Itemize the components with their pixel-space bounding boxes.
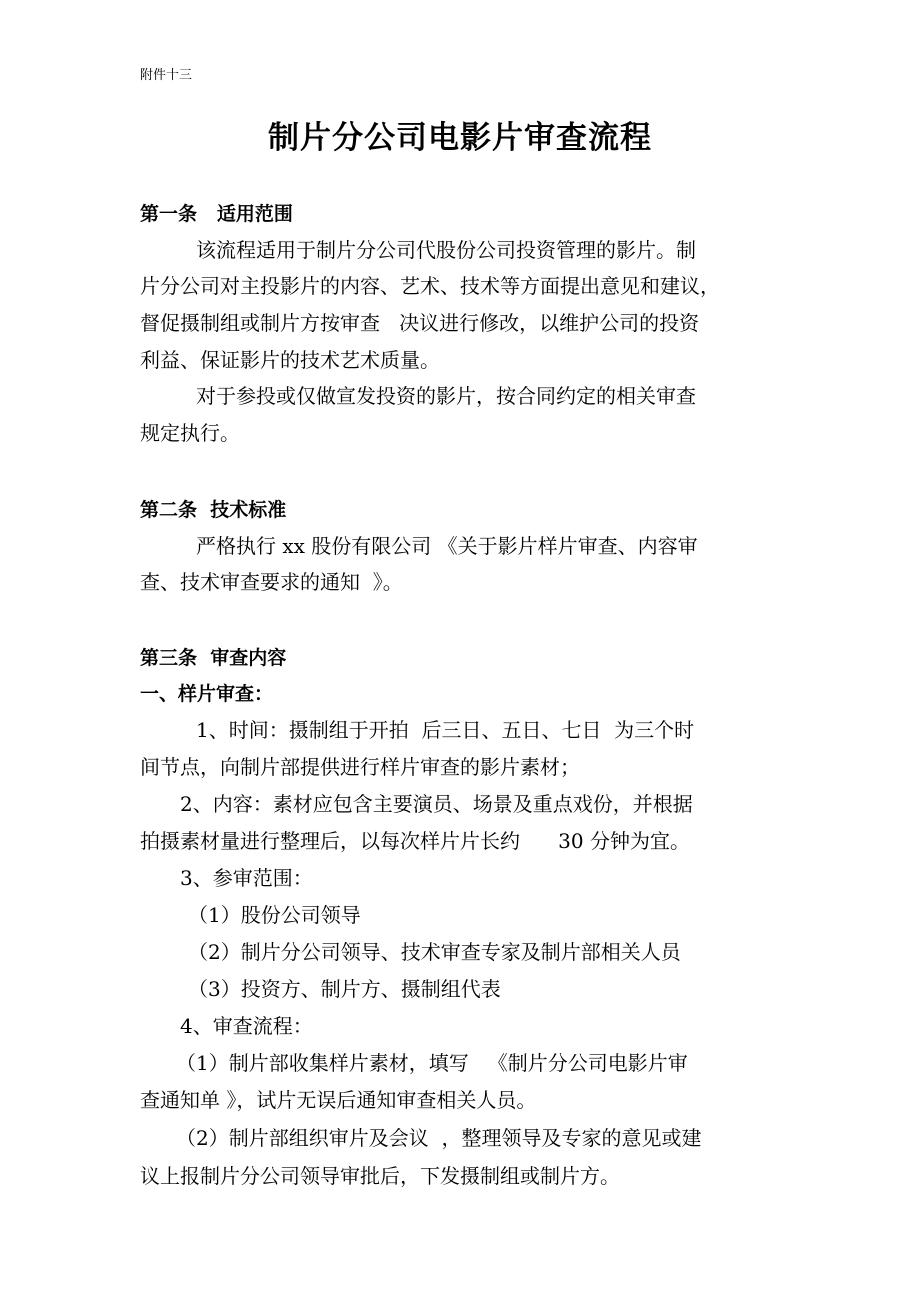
paragraph-line: 督促摄制组或制片方按审查 决议进行修改，以维护公司的投资 <box>140 311 700 335</box>
subsection-heading: 一、样片审查： <box>140 683 274 705</box>
paragraph-line: 议上报制片分公司领导审批后，下发摄制组或制片方。 <box>140 1164 620 1188</box>
paragraph-line: 4、审查流程： <box>180 1014 313 1038</box>
paragraph-line: 拍摄素材量进行整理后，以每次样片片长约 30 分钟为宜。 <box>140 829 690 853</box>
paragraph-line: 间节点，向制片部提供进行样片审查的影片素材； <box>140 755 580 779</box>
paragraph-line: 利益、保证影片的技术艺术质量。 <box>140 348 440 372</box>
paragraph-line: 片分公司对主投影片的内容、艺术、技术等方面提出意见和建议， <box>140 274 720 298</box>
paragraph-line: 查通知单 》，试片无误后通知审查相关人员。 <box>140 1088 537 1112</box>
article-2-heading: 第二条 技术标准 <box>140 499 287 521</box>
paragraph-line: 查、技术审查要求的通知 》。 <box>140 570 403 594</box>
paragraph-line: 该流程适用于制片分公司代股份公司投资管理的影片。制 <box>196 238 696 262</box>
paragraph-line: 3、参审范围： <box>180 866 313 890</box>
paragraph-line: （2）制片分公司领导、技术审查专家及制片部相关人员 <box>188 940 681 964</box>
article-3-heading: 第三条 审查内容 <box>140 647 287 669</box>
paragraph-line: 规定执行。 <box>140 421 240 445</box>
paragraph-line: （1）股份公司领导 <box>188 903 361 927</box>
paragraph-line: 2、内容：素材应包含主要演员、场景及重点戏份，并根据 <box>180 792 693 816</box>
paragraph-line: 对于参投或仅做宣发投资的影片，按合同约定的相关审查 <box>196 384 696 408</box>
paragraph-line: （3）投资方、制片方、摄制组代表 <box>188 977 501 1001</box>
attachment-label: 附件十三 <box>140 68 193 83</box>
document-title: 制片分公司电影片审查流程 <box>268 120 652 156</box>
article-1-heading: 第一条 适用范围 <box>140 203 293 225</box>
paragraph-line: （2）制片部组织审片及会议 ，整理领导及专家的意见或建 <box>176 1126 702 1150</box>
paragraph-line: 严格执行 xx 股份有限公司 《关于影片样片审查、内容审 <box>196 534 698 558</box>
paragraph-line: （1）制片部收集样片素材，填写 《制片分公司电影片审 <box>176 1051 688 1075</box>
paragraph-line: 1、时间：摄制组于开拍 后三日、五日、七日 为三个时 <box>196 718 695 742</box>
